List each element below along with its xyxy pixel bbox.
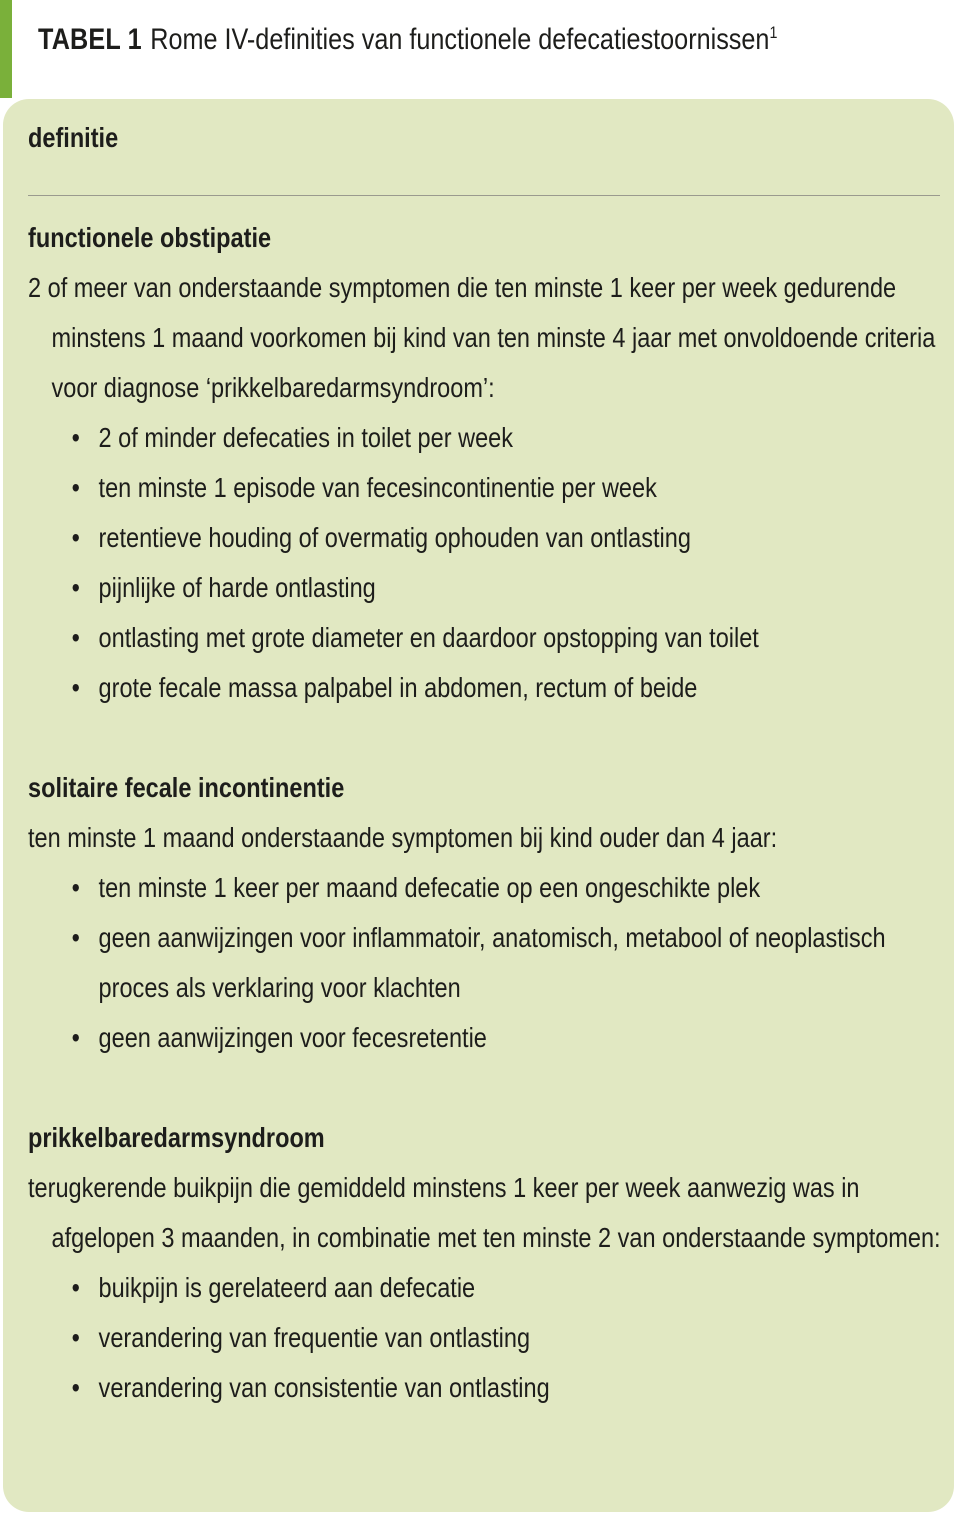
section-title: prikkelbaredarmsyndroom xyxy=(28,1122,325,1153)
accent-bar xyxy=(0,0,12,98)
table-caption xyxy=(38,14,912,66)
list-item xyxy=(71,513,905,563)
list-item xyxy=(71,863,905,913)
list-item xyxy=(71,413,905,463)
list-item-text: ten minste 1 episode van fecesincontinentie per week xyxy=(98,472,657,503)
list-item xyxy=(71,1363,905,1413)
list-item-text: 2 of minder defecaties in toilet per week xyxy=(98,422,514,453)
criteria-list xyxy=(28,863,952,1063)
bullet-icon: • xyxy=(71,472,80,503)
table-title: Rome IV-definities van functionele defecatiestoornissen xyxy=(150,23,770,56)
list-item xyxy=(71,1013,905,1063)
table-header-row xyxy=(28,113,952,163)
list-item-text: pijnlijke of harde ontlasting xyxy=(98,572,376,603)
section-intro: ten minste 1 maand onderstaande symptomen bij kind ouder dan 4 jaar: xyxy=(28,822,778,853)
bullet-icon: • xyxy=(71,922,80,953)
list-item-text: verandering van frequentie van ontlasting xyxy=(98,1322,531,1353)
table-panel xyxy=(3,99,954,1512)
section-solitaire-fecale-incontinentie xyxy=(28,763,952,1063)
bullet-icon: • xyxy=(71,1372,80,1403)
table-body xyxy=(28,213,952,1463)
list-item-text: buikpijn is gerelateerd aan defecatie xyxy=(98,1272,476,1303)
bullet-icon: • xyxy=(71,572,80,603)
bullet-icon: • xyxy=(71,672,80,703)
bullet-icon: • xyxy=(71,422,80,453)
list-item xyxy=(71,563,905,613)
table-label: TABEL 1 xyxy=(38,23,142,56)
section-intro: terugkerende buikpijn die gemiddeld minstens 1 keer per week aanwezig was in afgelopen 3 maanden, in combinatie met ten minste 2 van onderstaande symptomen: xyxy=(28,1172,941,1253)
list-item-text: geen aanwijzingen voor fecesretentie xyxy=(98,1022,487,1053)
section-title: functionele obstipatie xyxy=(28,222,272,253)
bullet-icon: • xyxy=(71,1272,80,1303)
bullet-icon: • xyxy=(71,1022,80,1053)
footnote-reference: 1 xyxy=(769,23,778,42)
list-item xyxy=(71,1263,905,1313)
bullet-icon: • xyxy=(71,1322,80,1353)
header-divider xyxy=(28,195,940,196)
section-intro: 2 of meer van onderstaande symptomen die ten minste 1 keer per week gedurende minstens 1 maand voorkomen bij kind van ten minste 4 jaar met onvoldoende criteria voor diagnose ‘prikkelbaredarmsyndroom’: xyxy=(28,272,936,403)
bullet-icon: • xyxy=(71,872,80,903)
list-item-text: grote fecale massa palpabel in abdomen, rectum of beide xyxy=(98,672,698,703)
list-item-text: retentieve houding of overmatig ophouden van ontlasting xyxy=(98,522,691,553)
list-item xyxy=(71,613,905,663)
criteria-list xyxy=(28,1263,952,1413)
section-functionele-obstipatie xyxy=(28,213,952,713)
bullet-icon: • xyxy=(71,622,80,653)
section-title: solitaire fecale incontinentie xyxy=(28,772,345,803)
list-item-text: verandering van consistentie van ontlasting xyxy=(98,1372,550,1403)
list-item xyxy=(71,663,905,713)
bullet-icon: • xyxy=(71,522,80,553)
list-item xyxy=(71,463,905,513)
list-item xyxy=(71,1313,905,1363)
column-header-definitie: definitie xyxy=(28,122,119,153)
section-prikkelbaredarmsyndroom xyxy=(28,1113,952,1413)
list-item-text: ten minste 1 keer per maand defecatie op een ongeschikte plek xyxy=(98,872,761,903)
list-item xyxy=(71,913,905,1013)
list-item-text: ontlasting met grote diameter en daardoor opstopping van toilet xyxy=(98,622,759,653)
criteria-list xyxy=(28,413,952,713)
list-item-text: geen aanwijzingen voor inflammatoir, anatomisch, metabool of neoplastisch proces als verklaring voor klachten xyxy=(98,922,886,1003)
